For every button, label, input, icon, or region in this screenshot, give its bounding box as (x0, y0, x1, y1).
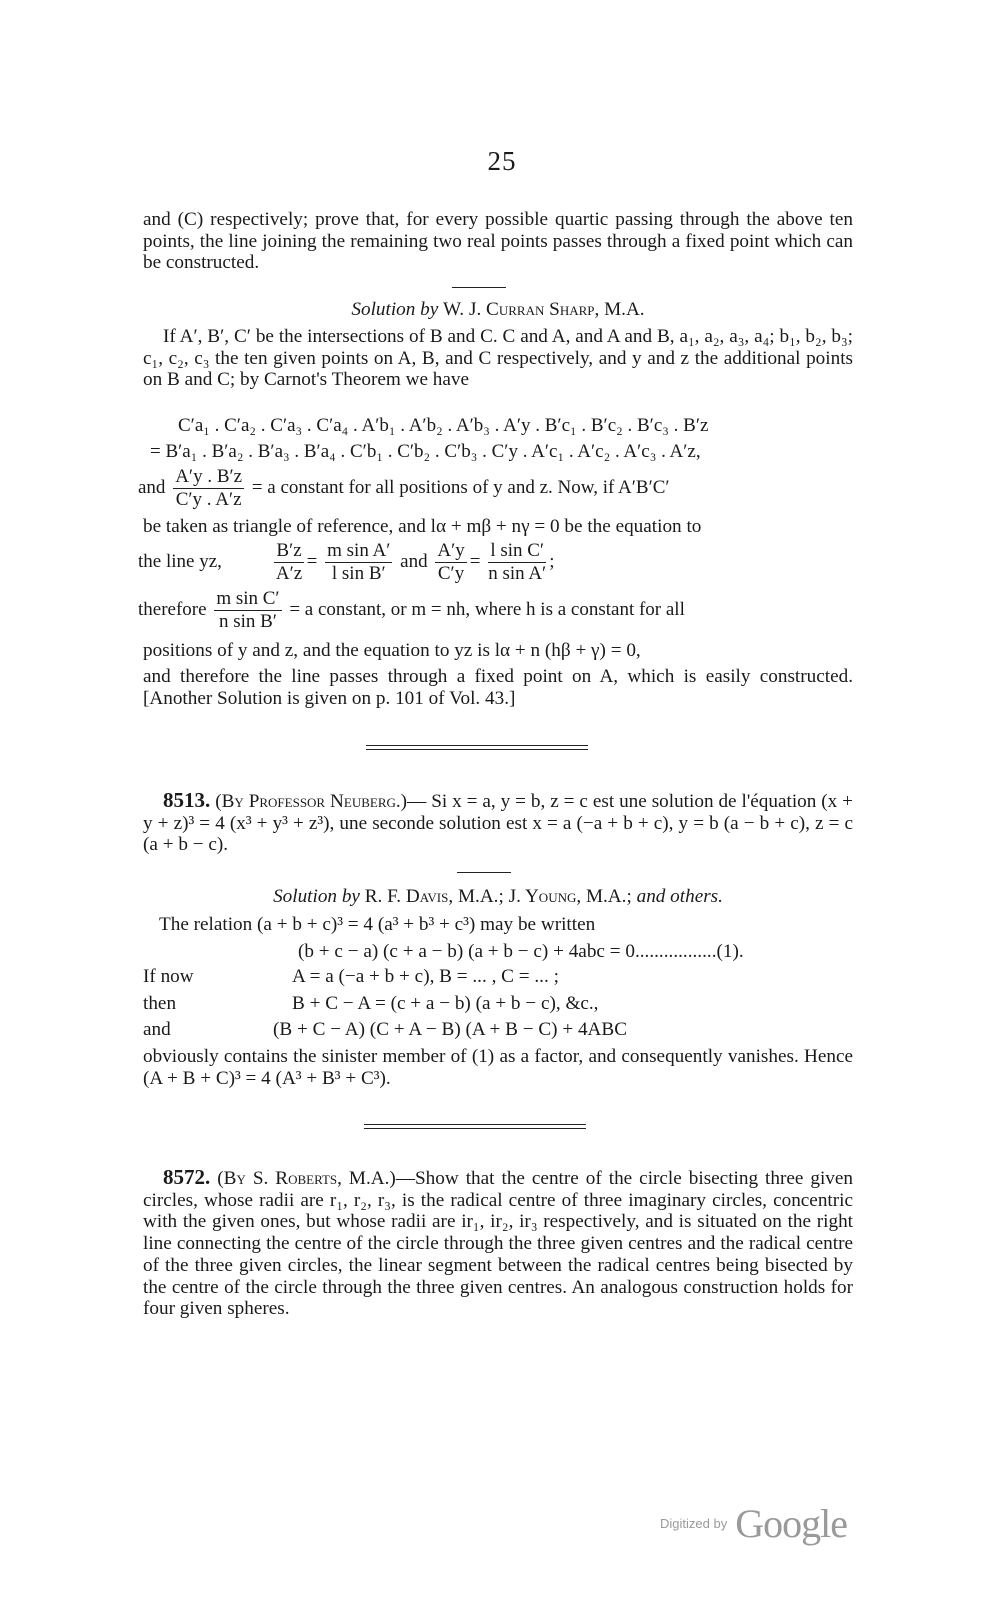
solution-intro: If A′, B′, C′ be the intersections of B and C. C and A, and A and B, a₁, a₂, a₃, a₄; b₁, b₂, b₃; c₁, c₂, c₃ the ten given points on A, B, and C respectively, and y and z the additional points on B and C; by Carnot's Theorem we have (143, 326, 853, 391)
fraction: $\frac{B'z}{A'z}$ (275, 540, 303, 584)
problem-8572 (143, 1167, 853, 1320)
problem-continuation (143, 209, 853, 274)
fraction: $\frac{A'y . B'z}{C'y . A'z}$ (175, 466, 243, 510)
therefore-line: therefore $\frac{\text{m sin C′}}{\text{n sin B′}}$ = a constant, or m = nh, where h is a constant for all (138, 588, 685, 632)
digitized-watermark (660, 1500, 847, 1547)
problem-number: 8572. (163, 1165, 211, 1189)
carnot-equation-line2: = B′a₁ . B′a₂ . B′a₃ . B′a₄ . C′b₁ . C′b₂ . C′b₃ . C′y . A′c₁ . A′c₂ . A′c₃ . A′z, (150, 441, 701, 462)
fraction: $\frac{\text{m sin A′}}{\text{l sin B′}}$ (327, 540, 391, 584)
section-rule (457, 872, 511, 873)
ratio-line (138, 466, 670, 511)
row-expression: B + C − A = (c + a − b) (a + b − c), &c., (292, 993, 599, 1014)
problem-attribution: (By S. Roberts, M.A.) (217, 1168, 396, 1189)
solution-heading (143, 299, 853, 321)
solution-conclusion: obviously contains the sinister member of (1) as a factor, and consequently vanishes. Hence (A + B + C)³ = 4 (A³ + B³ + C³). (143, 1046, 853, 1089)
fraction: $\frac{A'y}{C'y}$ (437, 540, 465, 584)
fraction: $\frac{\text{m sin C′}}{\text{n sin B′}}$ (216, 588, 280, 632)
row-label: and (143, 1019, 171, 1040)
row-label: If now (143, 966, 194, 987)
problem-statement: —Show that the centre of the circle bisecting three given circles, whose radii are r₁, r₂, r₃, is the radical centre of three imaginary circles, concentric with the given ones, but whose radii are ir₁, ir₂, ir₃ respectively, and is situated on the right line connecting the centre of the circle through the three given centres and the radical centre of the three given circles, the linear segment between the radical centres being bisected by the centre of the circle through the three given centres. An analogous construction holds for four given spheres. (143, 1168, 853, 1320)
row-expression: A = a (−a + b + c), B = ... , C = ... ; (292, 966, 559, 987)
fraction: $\frac{\text{l sin C′}}{\text{n sin A′}}$ (488, 540, 547, 584)
solution-label: Solution by (351, 299, 439, 320)
section-rule (452, 287, 506, 288)
watermark-prefix: Digitized by (660, 1516, 728, 1531)
carnot-equation-line1: C′a₁ . C′a₂ . C′a₃ . C′a₄ . A′b₁ . A′b₂ . A′b₃ . A′y . B′c₁ . B′c₂ . B′c₃ . B′z (178, 415, 709, 436)
line-yz-equation: the line yz, $\frac{B'z}{A'z}$ = $\frac{\text{m sin A′}}{\text{l sin B′}}$ and $\frac{A'y}{C'y}$ = $\frac{\text{l sin C′}}{\text{n sin A′}}$ ; (138, 540, 555, 584)
problem-attribution: (By Professor Neuberg.) (215, 791, 408, 812)
solution-heading: Solution by R. F. Davis, M.A.; J. Young, M.A.; and others. (273, 886, 723, 907)
ratio-statement: = a constant for all positions of y and z. Now, if A′B′C′ (251, 476, 670, 498)
google-logo: Google (735, 1501, 847, 1546)
positions-line: positions of y and z, and the equation to yz is lα + n (hβ + γ) = 0, (143, 640, 641, 661)
row-expression: (B + C − A) (C + A − B) (A + B − C) + 4ABC (273, 1019, 628, 1040)
solution-paragraph (143, 326, 853, 391)
section-double-rule (364, 1124, 586, 1129)
solution-authors: R. F. Davis, M.A.; J. Young, M.A.; (364, 886, 632, 907)
solution-intro: The relation (a + b + c)³ = 4 (a³ + b³ + c³) may be written (159, 914, 596, 935)
reference-line: be taken as triangle of reference, and lα + mβ + nγ = 0 be the equation to (143, 516, 702, 537)
problem-statement: — Si x = a, y = b, z = c est une solution de l'équation (x + y + z)³ = 4 (x³ + y³ + z³), une seconde solution est x = a (−a + b + c), y = b (a − b + c), z = c (a + b − c). (143, 791, 854, 856)
solution-author: W. J. Curran Sharp, M.A. (443, 299, 645, 320)
continuation-text: and (C) respectively; prove that, for every possible quartic passing through the above ten points, the line joining the remaining two real points passes through a fixed point which can be constructed. (143, 209, 853, 274)
problem-8513 (143, 790, 853, 856)
and-label: and (138, 476, 166, 498)
page-number: 25 (487, 146, 517, 176)
solution-conclusion: and therefore the line passes through a fixed point on A, which is easily constructed. [Another Solution is given on p. 101 of Vol. 43.] (143, 666, 853, 709)
section-double-rule (366, 745, 588, 750)
equation-1: (b + c − a) (c + a − b) (a + b − c) + 4abc = 0.................(1). (298, 941, 744, 962)
row-label: then (143, 993, 177, 1014)
problem-number: 8513. (163, 788, 211, 812)
